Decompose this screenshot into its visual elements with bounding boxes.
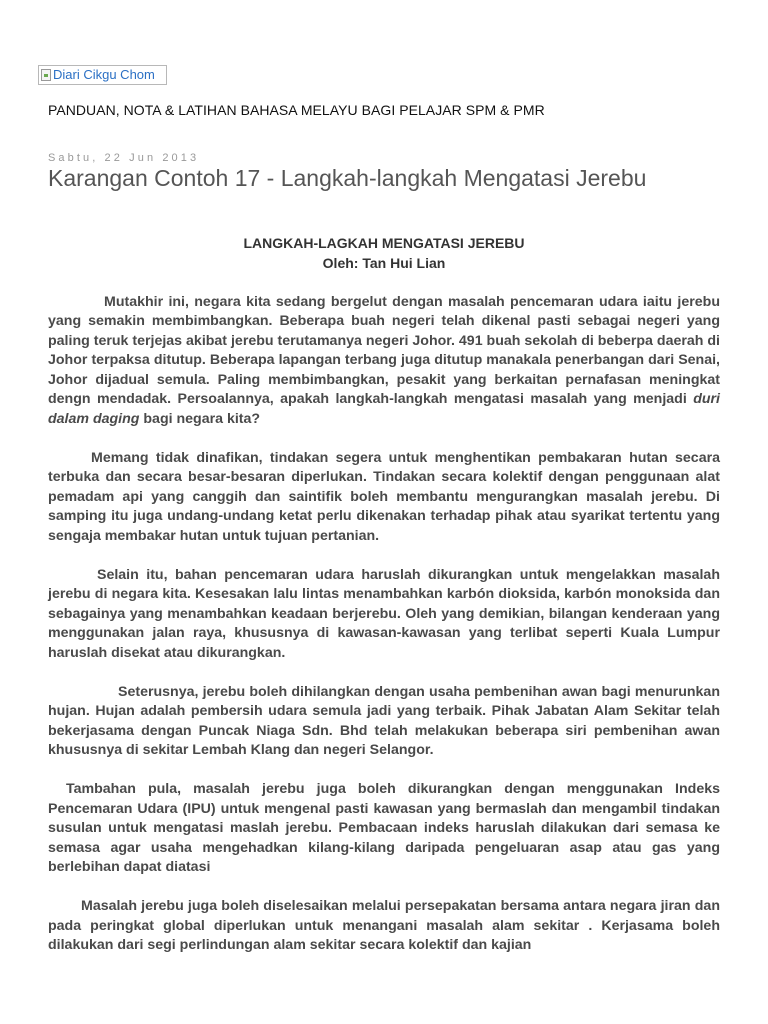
idiom-phrase: duri dalam daging: [48, 391, 720, 427]
essay-author: Oleh: Tan Hui Lian: [322, 254, 446, 271]
paragraph-4: Seterusnya, jerebu boleh dihilangkan dengan usaha pembenihan awan bagi menurunkan hujan. Hujan adalah pembersih udara semula jadi yang terbaik. Pihak Jabatan Alam Sekitar telah bekerjasama dengan Puncak Niaga Sdn. Bhd telah melakukan beberapa siri pembenihan awan khususnya di sekitar Lembah Klang dan negeri Selangor.: [48, 683, 720, 758]
post-body: [48, 234, 720, 975]
paragraph-2: Memang tidak dinafikan, tindakan segera untuk menghentikan pembakaran hutan secara terbuka dan secara besar-besaran diperlukan. Tindakan secara kolektif dengan penggunaan alat pemadam api yang canggih dan saintifik boleh membantu mengurangkan masalah jerebu. Di samping itu juga undang-undang ketat perlu dikenakan terhadap pihak atau syarikat tertentu yang sengaja membakar hutan untuk tujuan pertanian.: [48, 449, 720, 544]
paragraph-1-text: Mutakhir ini, negara kita sedang bergelut dengan masalah pencemaran udara iaitu jerebu yang semakin membimbangkan. Beberapa buah negeri telah dikenal pasti sebagai negeri yang paling teruk terjejas akibat jerebu terutamanya negeri Johor. 491 buah sekolah di beberpa daerah di Johor terpaksa ditutup. Beberapa lapangan terbang juga ditutup manakala penerbangan dari Senai, Johor dijadual semula. Paling membimbangkan, pesakit yang berkaitan pernafasan meningkat dengn mendadak. Persoalannya, apakah langkah-langkah mengatasi masalah yang menjadi: [48, 293, 720, 407]
paragraph-3: Selain itu, bahan pencemaran udara haruslah dikurangkan untuk mengelakkan masalah jerebu di negara kita. Kesesakan lalu lintas menambahkan karbón dioksida, karbón monoksida dan sebagainya yang menambahkan keadaan berjerebu. Oleh yang demikian, bilangan kenderaan yang menggunakan jalan raya, khususnya di kawasan-kawasan yang terlibat seperti Kuala Lumpur haruslah disekat atau dikurangkan.: [48, 566, 720, 661]
header-image-alt-text: Diari Cikgu Chom: [53, 67, 155, 82]
spacer: [48, 273, 720, 293]
post-title: Karangan Contoh 17 - Langkah-langkah Mengatasi Jerebu: [48, 165, 647, 191]
blog-description: PANDUAN, NOTA & LATIHAN BAHASA MELAYU BAGI PELAJAR SPM & PMR: [48, 102, 545, 118]
paragraph-5: Tambahan pula, masalah jerebu juga boleh dikurangkan dengan menggunakan Indeks Pencemaran Udara (IPU) untuk mengenal pasti kawasan yang bermaslah dan mengambil tindakan susulan untuk mengatasi maslah jerebu. Pembacaan indeks haruslah dilakukan dari semasa ke semasa agar usaha mengehadkan kilang-kilang daripada pengeluaran asap atau gas yang berlebihan dapat diatasi: [48, 781, 720, 875]
paragraph-1-end: bagi negara kita?: [139, 410, 261, 427]
broken-image-icon: [41, 69, 51, 81]
post-date: Sabtu, 22 Jun 2013: [48, 152, 200, 164]
paragraph-6: Masalah jerebu juga boleh diselesaikan melalui persepakatan bersama antara negara jiran dan pada peringkat global diperlukan untuk menangani masalah alam sekitar . Kerjasama boleh dilakukan dari segi perlindungan alam sekitar secara kolektif dan kajian: [48, 898, 720, 953]
paragraph-1: [48, 293, 720, 430]
blog-header-image-link[interactable]: [38, 65, 167, 85]
essay-heading: LANGKAH-LAGKAH MENGATASI JEREBU: [243, 235, 525, 251]
